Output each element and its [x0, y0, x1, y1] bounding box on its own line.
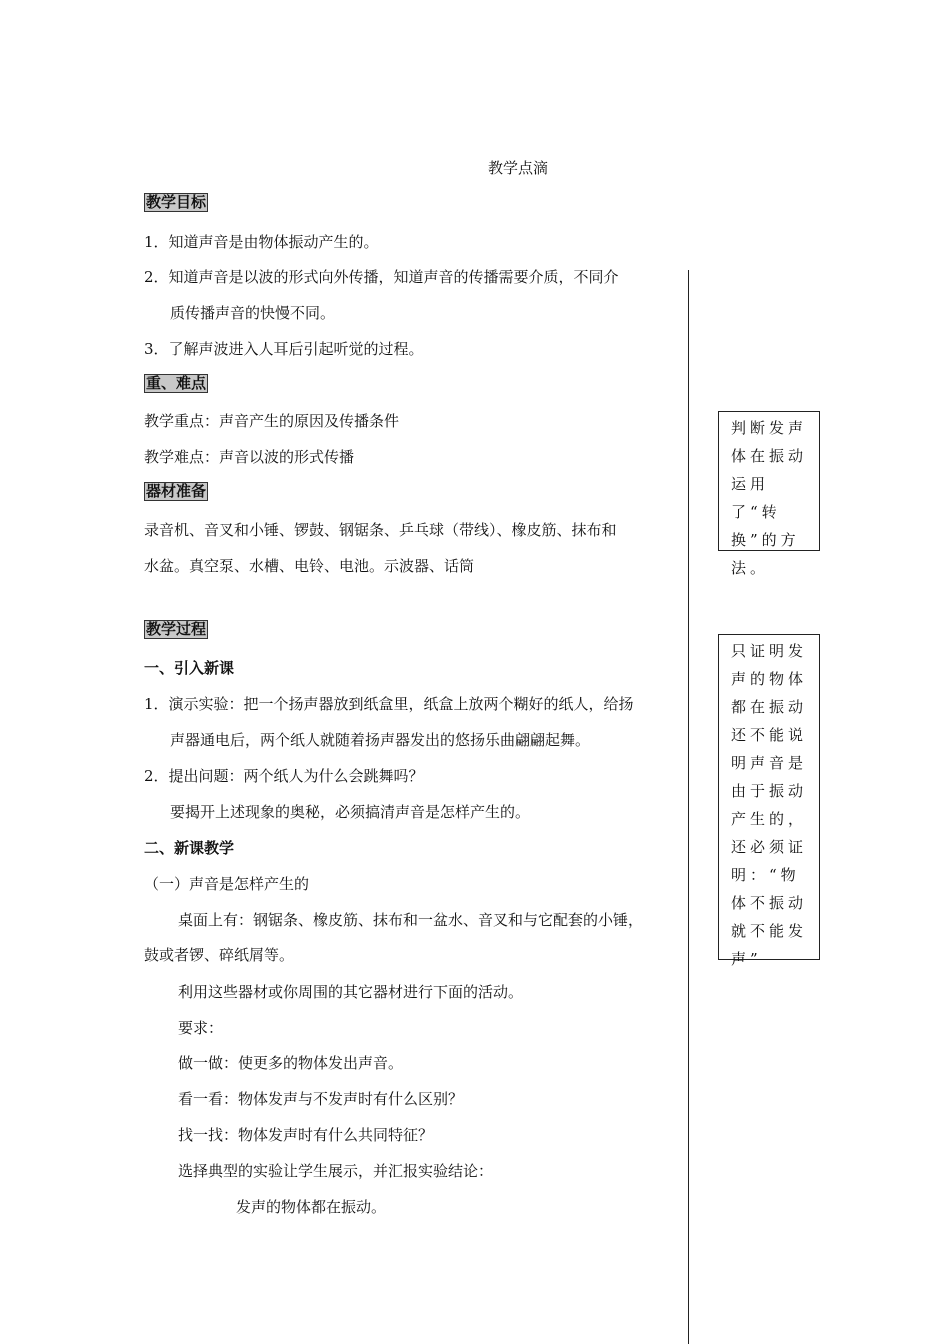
section-heading-key-points: 重、难点 [146, 374, 207, 392]
desk-line-1: 桌面上有：钢锯条、橡皮筋、抹布和一盆水、音叉和与它配套的小锤， [178, 911, 644, 929]
look-line: 看一看：物体发声与不发声时有什么区别？ [178, 1090, 464, 1108]
key-point-difficulty: 教学难点：声音以波的形式传播 [144, 448, 355, 466]
do-line: 做一做：使更多的物体发出声音。 [178, 1054, 404, 1072]
reveal-line: 要揭开上述现象的奥秘，必须搞清声音是怎样产生的。 [170, 803, 531, 821]
goal-item-3: 3．了解声波进入人耳后引起听觉的过程。 [144, 340, 424, 358]
demo-line-1: 1．演示实验：把一个扬声器放到纸盒里，纸盒上放两个糊好的纸人，给扬 [144, 695, 634, 713]
section-heading-goals: 教学目标 [146, 193, 207, 211]
goal-item-2-cont: 质传播声音的快慢不同。 [170, 304, 336, 322]
margin-note-2: 只证明发声的物体都在振动还不能说明声音是由于振动产生的，还必须证明：“物体不振动就不能发声” [718, 634, 820, 960]
page-title: 教学点滴 [488, 159, 549, 177]
desk-line-2: 鼓或者锣、碎纸屑等。 [144, 946, 295, 964]
question-line: 2．提出问题：两个纸人为什么会跳舞吗？ [144, 767, 424, 785]
materials-line-1: 录音机、音叉和小锤、锣鼓、钢锯条、乒乓球（带线）、橡皮筋、抹布和 [144, 521, 617, 539]
column-divider [688, 270, 689, 1344]
sub1-title: （一）声音是怎样产生的 [144, 875, 310, 893]
goal-item-1: 1．知道声音是由物体振动产生的。 [144, 233, 379, 251]
demo-line-2: 声器通电后，两个纸人就随着扬声器发出的悠扬乐曲翩翩起舞。 [170, 731, 591, 749]
conclusion-line: 发声的物体都在振动。 [236, 1198, 387, 1216]
key-point-focus: 教学重点：声音产生的原因及传播条件 [144, 412, 400, 430]
materials-line-2: 水盆。真空泵、水槽、电铃、电池。示波器、话筒 [144, 557, 475, 575]
margin-note-1: 判断发声体在振动运用了“转换”的方法。 [718, 411, 820, 551]
section-heading-process: 教学过程 [146, 620, 207, 638]
use-materials-line: 利用这些器材或你周围的其它器材进行下面的活动。 [178, 983, 524, 1001]
find-line: 找一找：物体发声时有什么共同特征？ [178, 1126, 434, 1144]
requirement-line: 要求： [178, 1019, 224, 1037]
part2-title: 二、新课教学 [144, 839, 235, 857]
part1-title: 一、引入新课 [144, 659, 235, 677]
select-line: 选择典型的实验让学生展示，并汇报实验结论： [178, 1162, 494, 1180]
goal-item-2: 2．知道声音是以波的形式向外传播，知道声音的传播需要介质，不同介 [144, 268, 619, 286]
section-heading-materials: 器材准备 [146, 482, 207, 500]
